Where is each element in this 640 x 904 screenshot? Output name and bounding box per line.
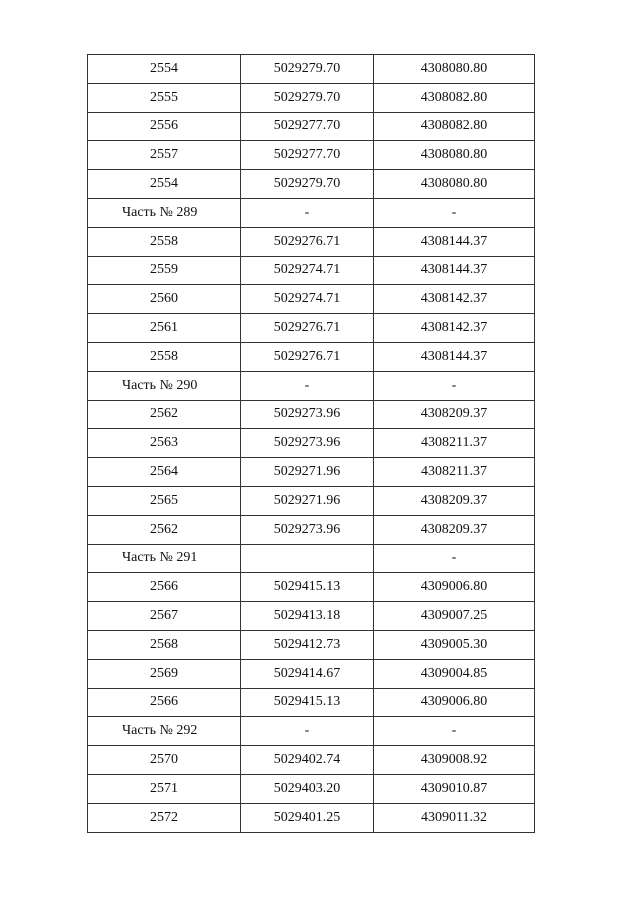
point-number-cell: 2554 [88,55,241,84]
y-coordinate-cell: - [374,198,535,227]
y-coordinate-cell: 4308144.37 [374,256,535,285]
x-coordinate-cell [241,544,374,573]
y-coordinate-cell: 4308142.37 [374,314,535,343]
y-coordinate-cell: - [374,717,535,746]
x-coordinate-cell: 5029279.70 [241,83,374,112]
section-header-row [88,198,535,227]
point-number-cell: 2558 [88,342,241,371]
x-coordinate-cell: 5029413.18 [241,602,374,631]
section-label-cell: Часть № 289 [88,198,241,227]
point-number-cell: 2567 [88,602,241,631]
coordinates-table [87,54,535,833]
point-number-cell: 2557 [88,141,241,170]
point-number-cell: 2561 [88,314,241,343]
y-coordinate-cell: 4308080.80 [374,170,535,199]
point-number-cell: 2564 [88,458,241,487]
table-row [88,803,535,832]
table-row [88,141,535,170]
table-row [88,602,535,631]
x-coordinate-cell: 5029271.96 [241,458,374,487]
point-number-cell: 2572 [88,803,241,832]
point-number-cell: 2566 [88,688,241,717]
point-number-cell: 2569 [88,659,241,688]
x-coordinate-cell: 5029402.74 [241,746,374,775]
x-coordinate-cell: 5029412.73 [241,630,374,659]
x-coordinate-cell: 5029274.71 [241,256,374,285]
table-row [88,688,535,717]
coordinates-table-body [88,55,535,833]
x-coordinate-cell: 5029274.71 [241,285,374,314]
x-coordinate-cell: 5029279.70 [241,55,374,84]
x-coordinate-cell: 5029415.13 [241,688,374,717]
point-number-cell: 2558 [88,227,241,256]
table-row [88,659,535,688]
table-row [88,774,535,803]
y-coordinate-cell: - [374,544,535,573]
table-row [88,112,535,141]
point-number-cell: 2559 [88,256,241,285]
point-number-cell: 2570 [88,746,241,775]
x-coordinate-cell: 5029276.71 [241,314,374,343]
table-row [88,314,535,343]
table-row [88,256,535,285]
table-row [88,400,535,429]
x-coordinate-cell: - [241,717,374,746]
y-coordinate-cell: 4309006.80 [374,688,535,717]
y-coordinate-cell: 4309007.25 [374,602,535,631]
table-row [88,429,535,458]
x-coordinate-cell: 5029276.71 [241,342,374,371]
point-number-cell: 2568 [88,630,241,659]
x-coordinate-cell: 5029273.96 [241,400,374,429]
point-number-cell: 2562 [88,515,241,544]
x-coordinate-cell: - [241,371,374,400]
x-coordinate-cell: 5029415.13 [241,573,374,602]
table-row [88,342,535,371]
y-coordinate-cell: 4309008.92 [374,746,535,775]
y-coordinate-cell: 4308209.37 [374,515,535,544]
section-header-row [88,371,535,400]
y-coordinate-cell: 4309006.80 [374,573,535,602]
point-number-cell: 2571 [88,774,241,803]
table-row [88,515,535,544]
x-coordinate-cell: 5029403.20 [241,774,374,803]
y-coordinate-cell: 4308211.37 [374,429,535,458]
y-coordinate-cell: 4308082.80 [374,112,535,141]
table-row [88,170,535,199]
x-coordinate-cell: 5029276.71 [241,227,374,256]
table-row [88,458,535,487]
point-number-cell: 2560 [88,285,241,314]
table-row [88,630,535,659]
x-coordinate-cell: 5029277.70 [241,112,374,141]
y-coordinate-cell: 4308144.37 [374,227,535,256]
y-coordinate-cell: - [374,371,535,400]
y-coordinate-cell: 4308209.37 [374,400,535,429]
y-coordinate-cell: 4308209.37 [374,486,535,515]
x-coordinate-cell: 5029273.96 [241,515,374,544]
y-coordinate-cell: 4308080.80 [374,141,535,170]
y-coordinate-cell: 4308082.80 [374,83,535,112]
x-coordinate-cell: 5029273.96 [241,429,374,458]
y-coordinate-cell: 4308144.37 [374,342,535,371]
section-header-row [88,717,535,746]
section-label-cell: Часть № 290 [88,371,241,400]
point-number-cell: 2554 [88,170,241,199]
point-number-cell: 2565 [88,486,241,515]
y-coordinate-cell: 4308142.37 [374,285,535,314]
point-number-cell: 2563 [88,429,241,458]
x-coordinate-cell: 5029414.67 [241,659,374,688]
x-coordinate-cell: 5029271.96 [241,486,374,515]
point-number-cell: 2562 [88,400,241,429]
x-coordinate-cell: 5029279.70 [241,170,374,199]
y-coordinate-cell: 4309005.30 [374,630,535,659]
x-coordinate-cell: 5029277.70 [241,141,374,170]
y-coordinate-cell: 4309011.32 [374,803,535,832]
point-number-cell: 2566 [88,573,241,602]
point-number-cell: 2556 [88,112,241,141]
section-header-row [88,544,535,573]
section-label-cell: Часть № 292 [88,717,241,746]
point-number-cell: 2555 [88,83,241,112]
table-row [88,55,535,84]
y-coordinate-cell: 4309004.85 [374,659,535,688]
table-row [88,573,535,602]
section-label-cell: Часть № 291 [88,544,241,573]
y-coordinate-cell: 4308211.37 [374,458,535,487]
x-coordinate-cell: 5029401.25 [241,803,374,832]
x-coordinate-cell: - [241,198,374,227]
y-coordinate-cell: 4309010.87 [374,774,535,803]
y-coordinate-cell: 4308080.80 [374,55,535,84]
table-row [88,746,535,775]
table-row [88,486,535,515]
table-row [88,285,535,314]
table-row [88,83,535,112]
table-row [88,227,535,256]
